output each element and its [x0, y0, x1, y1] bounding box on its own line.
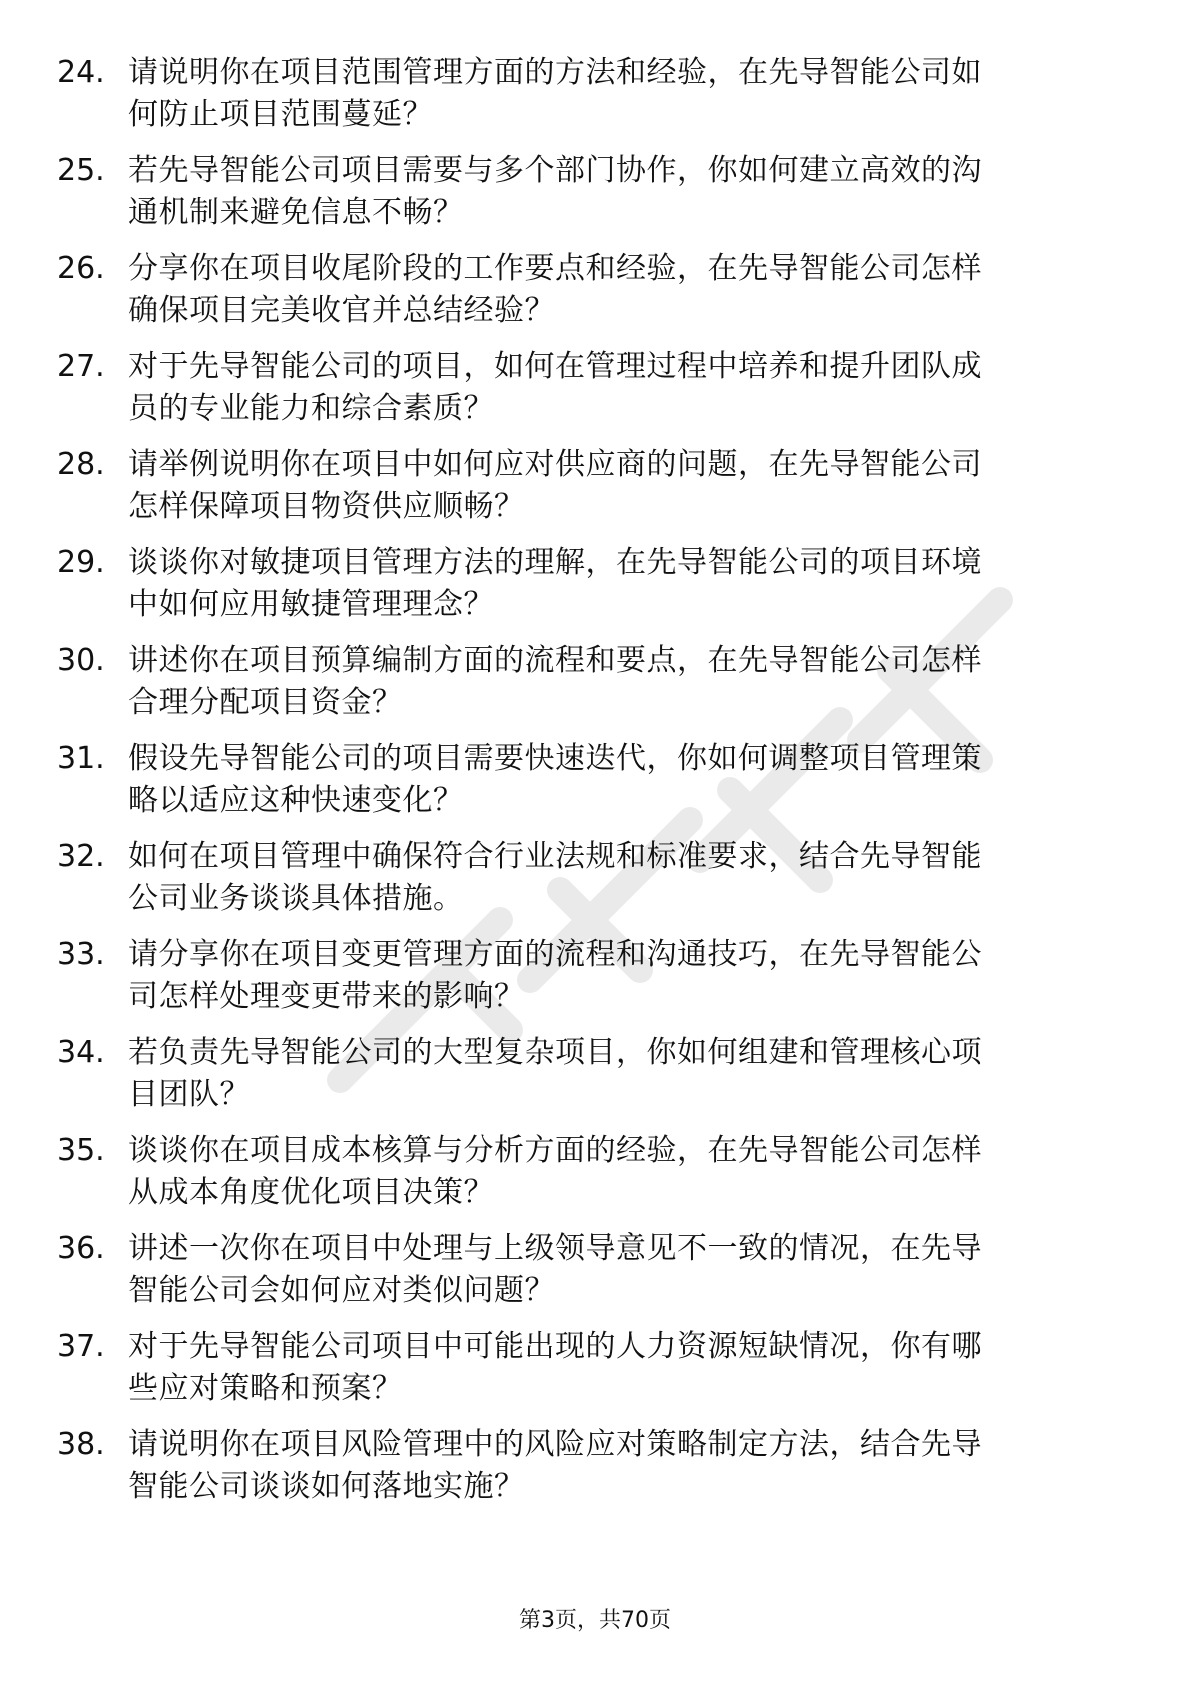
question-item	[0, 248, 1190, 346]
question-text-line: 智能公司谈谈如何落地实施？	[128, 1469, 525, 1504]
question-text-line: 合理分配项目资金？	[128, 685, 403, 720]
question-number: 38.	[57, 1427, 105, 1462]
question-text	[128, 248, 1118, 332]
question-number: 27.	[57, 349, 105, 384]
question-text-line: 请分享你在项目变更管理方面的流程和沟通技巧，在先导智能公	[128, 937, 982, 972]
question-text-line: 怎样保障项目物资供应顺畅？	[128, 489, 525, 524]
question-text-line: 若负责先导智能公司的大型复杂项目，你如何组建和管理核心项	[128, 1035, 982, 1070]
question-text	[128, 934, 1118, 1018]
question-item	[0, 1130, 1190, 1228]
question-text-line: 司怎样处理变更带来的影响？	[128, 979, 525, 1014]
question-text-line: 请举例说明你在项目中如何应对供应商的问题，在先导智能公司	[128, 447, 982, 482]
question-item	[0, 738, 1190, 836]
question-text	[128, 150, 1118, 234]
page-footer: 第3页，共70页	[519, 1608, 671, 1633]
question-text	[128, 1130, 1118, 1214]
question-item	[0, 444, 1190, 542]
question-number: 29.	[57, 545, 105, 580]
question-text	[128, 1326, 1118, 1410]
question-text-line: 讲述一次你在项目中处理与上级领导意见不一致的情况，在先导	[128, 1231, 982, 1266]
question-text-line: 确保项目完美收官并总结经验？	[128, 293, 555, 328]
question-text-line: 些应对策略和预案？	[128, 1371, 403, 1406]
question-text	[128, 1228, 1118, 1312]
question-item	[0, 150, 1190, 248]
question-number: 24.	[57, 55, 105, 90]
question-item	[0, 52, 1190, 150]
question-text-line: 讲述你在项目预算编制方面的流程和要点，在先导智能公司怎样	[128, 643, 982, 678]
question-list	[0, 52, 1190, 1522]
question-number: 36.	[57, 1231, 105, 1266]
question-text	[128, 1424, 1118, 1508]
question-text	[128, 542, 1118, 626]
question-item	[0, 1228, 1190, 1326]
question-number: 30.	[57, 643, 105, 678]
question-text	[128, 52, 1118, 136]
question-item	[0, 542, 1190, 640]
question-item	[0, 346, 1190, 444]
question-text-line: 公司业务谈谈具体措施。	[128, 881, 464, 916]
question-text-line: 请说明你在项目风险管理中的风险应对策略制定方法，结合先导	[128, 1427, 982, 1462]
question-text-line: 对于先导智能公司项目中可能出现的人力资源短缺情况，你有哪	[128, 1329, 982, 1364]
question-text-line: 略以适应这种快速变化？	[128, 783, 464, 818]
question-text-line: 员的专业能力和综合素质？	[128, 391, 494, 426]
question-text-line: 目团队？	[128, 1077, 250, 1112]
question-text-line: 从成本角度优化项目决策？	[128, 1175, 494, 1210]
question-number: 31.	[57, 741, 105, 776]
question-text-line: 分享你在项目收尾阶段的工作要点和经验，在先导智能公司怎样	[128, 251, 982, 286]
question-text	[128, 1032, 1118, 1116]
question-text	[128, 738, 1118, 822]
question-item	[0, 1326, 1190, 1424]
question-number: 33.	[57, 937, 105, 972]
question-text-line: 谈谈你在项目成本核算与分析方面的经验，在先导智能公司怎样	[128, 1133, 982, 1168]
question-number: 37.	[57, 1329, 105, 1364]
question-text	[128, 640, 1118, 724]
question-text-line: 谈谈你对敏捷项目管理方法的理解，在先导智能公司的项目环境	[128, 545, 982, 580]
question-text	[128, 346, 1118, 430]
question-item	[0, 640, 1190, 738]
question-number: 35.	[57, 1133, 105, 1168]
question-item	[0, 836, 1190, 934]
question-number: 34.	[57, 1035, 105, 1070]
question-item	[0, 934, 1190, 1032]
question-text-line: 何防止项目范围蔓延？	[128, 97, 433, 132]
question-text	[128, 444, 1118, 528]
question-text	[128, 836, 1118, 920]
question-text-line: 对于先导智能公司的项目，如何在管理过程中培养和提升团队成	[128, 349, 982, 384]
question-text-line: 如何在项目管理中确保符合行业法规和标准要求，结合先导智能	[128, 839, 982, 874]
question-number: 28.	[57, 447, 105, 482]
question-text-line: 中如何应用敏捷管理理念？	[128, 587, 494, 622]
question-item	[0, 1424, 1190, 1522]
question-text-line: 请说明你在项目范围管理方面的方法和经验，在先导智能公司如	[128, 55, 982, 90]
question-number: 25.	[57, 153, 105, 188]
question-number: 26.	[57, 251, 105, 286]
question-item	[0, 1032, 1190, 1130]
question-number: 32.	[57, 839, 105, 874]
question-text-line: 通机制来避免信息不畅？	[128, 195, 464, 230]
question-text-line: 若先导智能公司项目需要与多个部门协作，你如何建立高效的沟	[128, 153, 982, 188]
question-text-line: 假设先导智能公司的项目需要快速迭代，你如何调整项目管理策	[128, 741, 982, 776]
question-text-line: 智能公司会如何应对类似问题？	[128, 1273, 555, 1308]
